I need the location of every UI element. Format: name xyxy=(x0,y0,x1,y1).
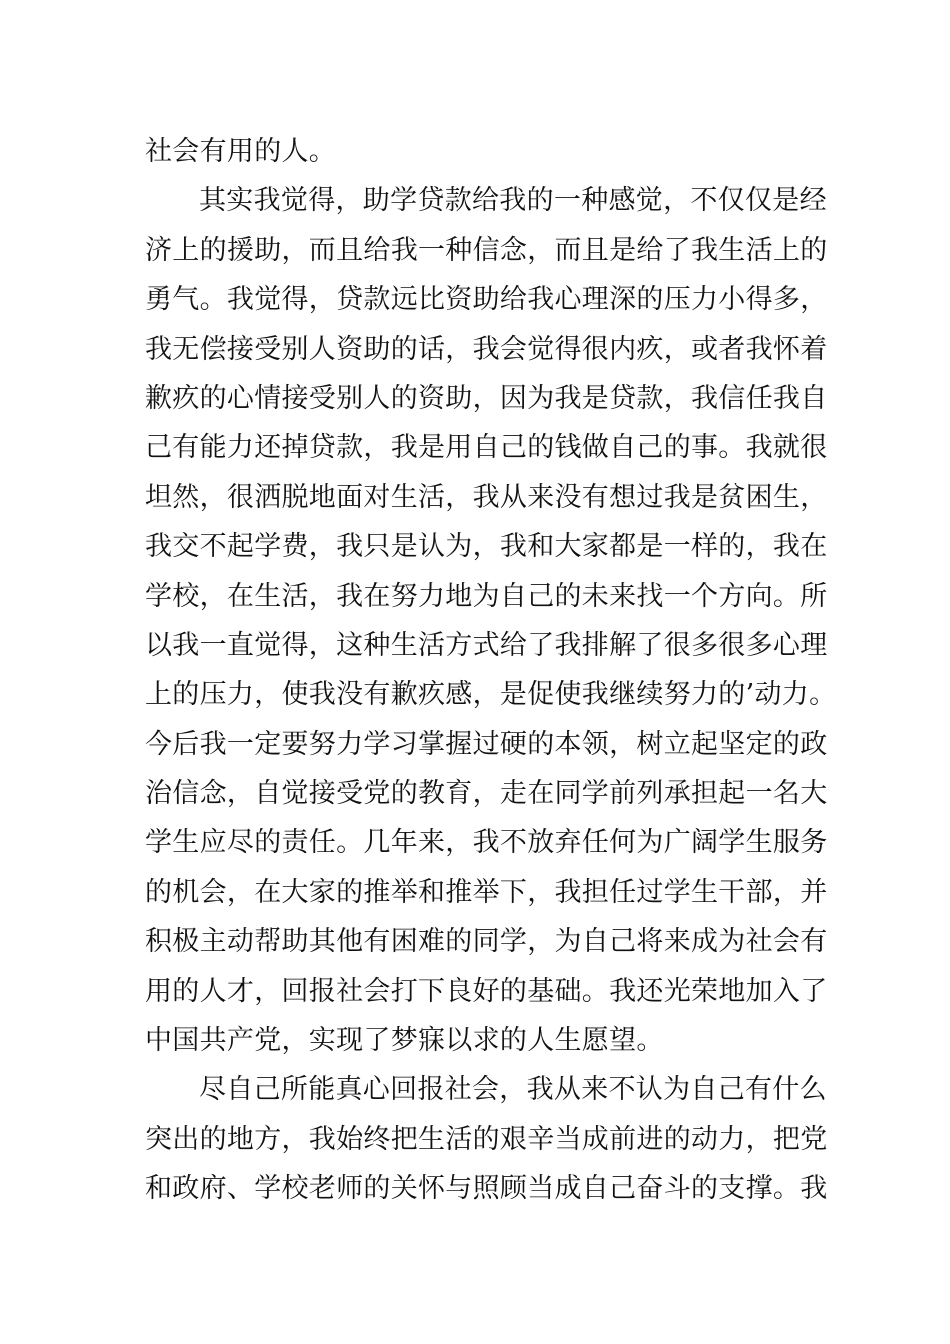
text-line: 的机会，在大家的推举和推举下，我担任过学生干部，并 xyxy=(145,876,828,908)
document-body xyxy=(145,127,845,1214)
text-line: 治信念，自觉接受党的教育，走在同学前列承担起一名大 xyxy=(145,778,828,810)
text-line: 以我一直觉得，这种生活方式给了我排解了很多很多心理 xyxy=(145,629,828,661)
text-line: 今后我一定要努力学习掌握过硬的本领，树立起坚定的政 xyxy=(145,728,828,760)
text-line: 社会有用的人。 xyxy=(145,136,337,167)
text-line: 歉疚的心情接受别人的资助，因为我是贷款，我信任我自 xyxy=(145,382,828,414)
text-line: 其实我觉得，助学贷款给我的一种感觉，不仅仅是经 xyxy=(199,185,827,217)
text-line: 突出的地方，我始终把生活的艰辛当成前进的动力，把党 xyxy=(145,1123,828,1155)
text-line: 用的人才，回报社会打下良好的基础。我还光荣地加入了 xyxy=(145,975,828,1007)
text-line: 己有能力还掉贷款，我是用自己的钱做自己的事。我就很 xyxy=(145,432,828,464)
text-line: 济上的援助，而且给我一种信念，而且是给了我生活上的 xyxy=(145,234,828,266)
text-line: 坦然，很洒脱地面对生活，我从来没有想过我是贫困生， xyxy=(145,481,828,513)
text-line: 我无偿接受别人资助的话，我会觉得很内疚，或者我怀着 xyxy=(145,333,828,365)
text-line: 中国共产党，实现了梦寐以求的人生愿望。 xyxy=(145,1025,664,1057)
text-line: 上的压力，使我没有歉疚感，是促使我继续努力的’动力。 xyxy=(145,679,837,711)
text-line: 积极主动帮助其他有困难的同学，为自己将来成为社会有 xyxy=(145,926,828,958)
text-line: 勇气。我觉得，贷款远比资助给我心理深的压力小得多， xyxy=(145,284,828,316)
text-line: 和政府、学校老师的关怀与照顾当成自己奋斗的支撑。我 xyxy=(145,1173,828,1205)
text-line: 学校，在生活，我在努力地为自己的未来找一个方向。所 xyxy=(145,580,828,612)
text-line: 我交不起学费，我只是认为，我和大家都是一样的，我在 xyxy=(145,531,828,563)
text-line: 尽自己所能真心回报社会，我从来不认为自己有什么 xyxy=(199,1074,827,1106)
text-line: 学生应尽的责任。几年来，我不放弃任何为广阔学生服务 xyxy=(145,827,828,859)
